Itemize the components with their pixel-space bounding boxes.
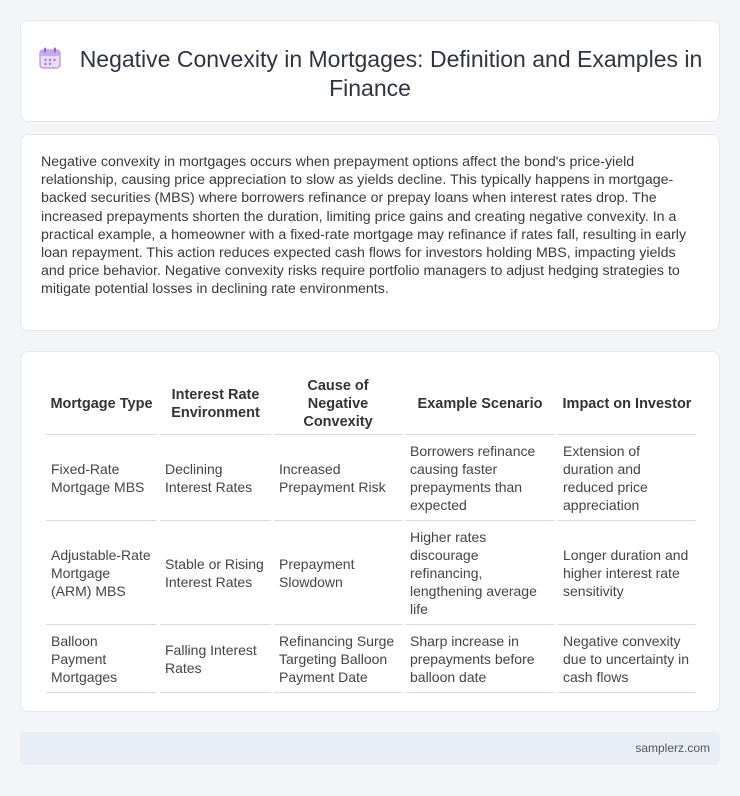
comparison-table <box>43 374 699 693</box>
summary-paragraph: Negative convexity in mortgages occurs when prepayment options affect the bond's price-yield relationship, causing price appreciation to slow as yields decline. This typically happens in mortgage-backed securities (MBS) where borrowers refinance or prepay loans when interest rates drop. The increased prepayments shorten the duration, limiting price gains and creating negative convexity. In a practical example, a homeowner with a fixed-rate mortgage may refinance if rates fall, resulting in early loan repayment. This action reduces expected cash flows for investors holding MBS, impacting yields and price behavior. Negative convexity risks require portfolio managers to adjust hedging strategies to mitigate potential losses in declining rate environments. <box>41 154 687 298</box>
table-cell: Fixed-Rate Mortgage MBS <box>46 435 157 521</box>
table-card <box>20 351 720 712</box>
table-row <box>46 625 696 693</box>
table-cell: Sharp increase in prepayments before balloon date <box>405 625 555 693</box>
table-cell: Extension of duration and reduced price appreciation <box>558 435 696 521</box>
table-header-row <box>46 374 696 435</box>
column-header: Impact on Investor <box>558 374 696 435</box>
column-header: Interest Rate Environment <box>160 374 271 435</box>
title-card <box>20 20 720 122</box>
page-title: Negative Convexity in Mortgages: Definition and Examples in Finance <box>79 46 703 101</box>
column-header: Mortgage Type <box>46 374 157 435</box>
table-cell: Declining Interest Rates <box>160 435 271 521</box>
column-header: Cause of Negative Convexity <box>274 374 402 435</box>
footer-site-link[interactable]: samplerz.com <box>635 741 710 755</box>
table-cell: Stable or Rising Interest Rates <box>160 521 271 625</box>
table-cell: Adjustable-Rate Mortgage (ARM) MBS <box>46 521 157 625</box>
table-cell: Balloon Payment Mortgages <box>46 625 157 693</box>
summary-card <box>20 134 720 331</box>
table-cell: Refinancing Surge Targeting Balloon Payment Date <box>274 625 402 693</box>
calendar-icon <box>38 46 62 70</box>
table-row <box>46 521 696 625</box>
table-row <box>46 435 696 521</box>
table-cell: Longer duration and higher interest rate sensitivity <box>558 521 696 625</box>
page-title-wrap <box>21 45 719 103</box>
column-header: Example Scenario <box>405 374 555 435</box>
table-cell: Higher rates discourage refinancing, lengthening average life <box>405 521 555 625</box>
table-cell: Increased Prepayment Risk <box>274 435 402 521</box>
table-cell: Prepayment Slowdown <box>274 521 402 625</box>
table-cell: Borrowers refinance causing faster prepayments than expected <box>405 435 555 521</box>
table-cell: Falling Interest Rates <box>160 625 271 693</box>
table-cell: Negative convexity due to uncertainty in cash flows <box>558 625 696 693</box>
footer-bar <box>20 732 720 765</box>
